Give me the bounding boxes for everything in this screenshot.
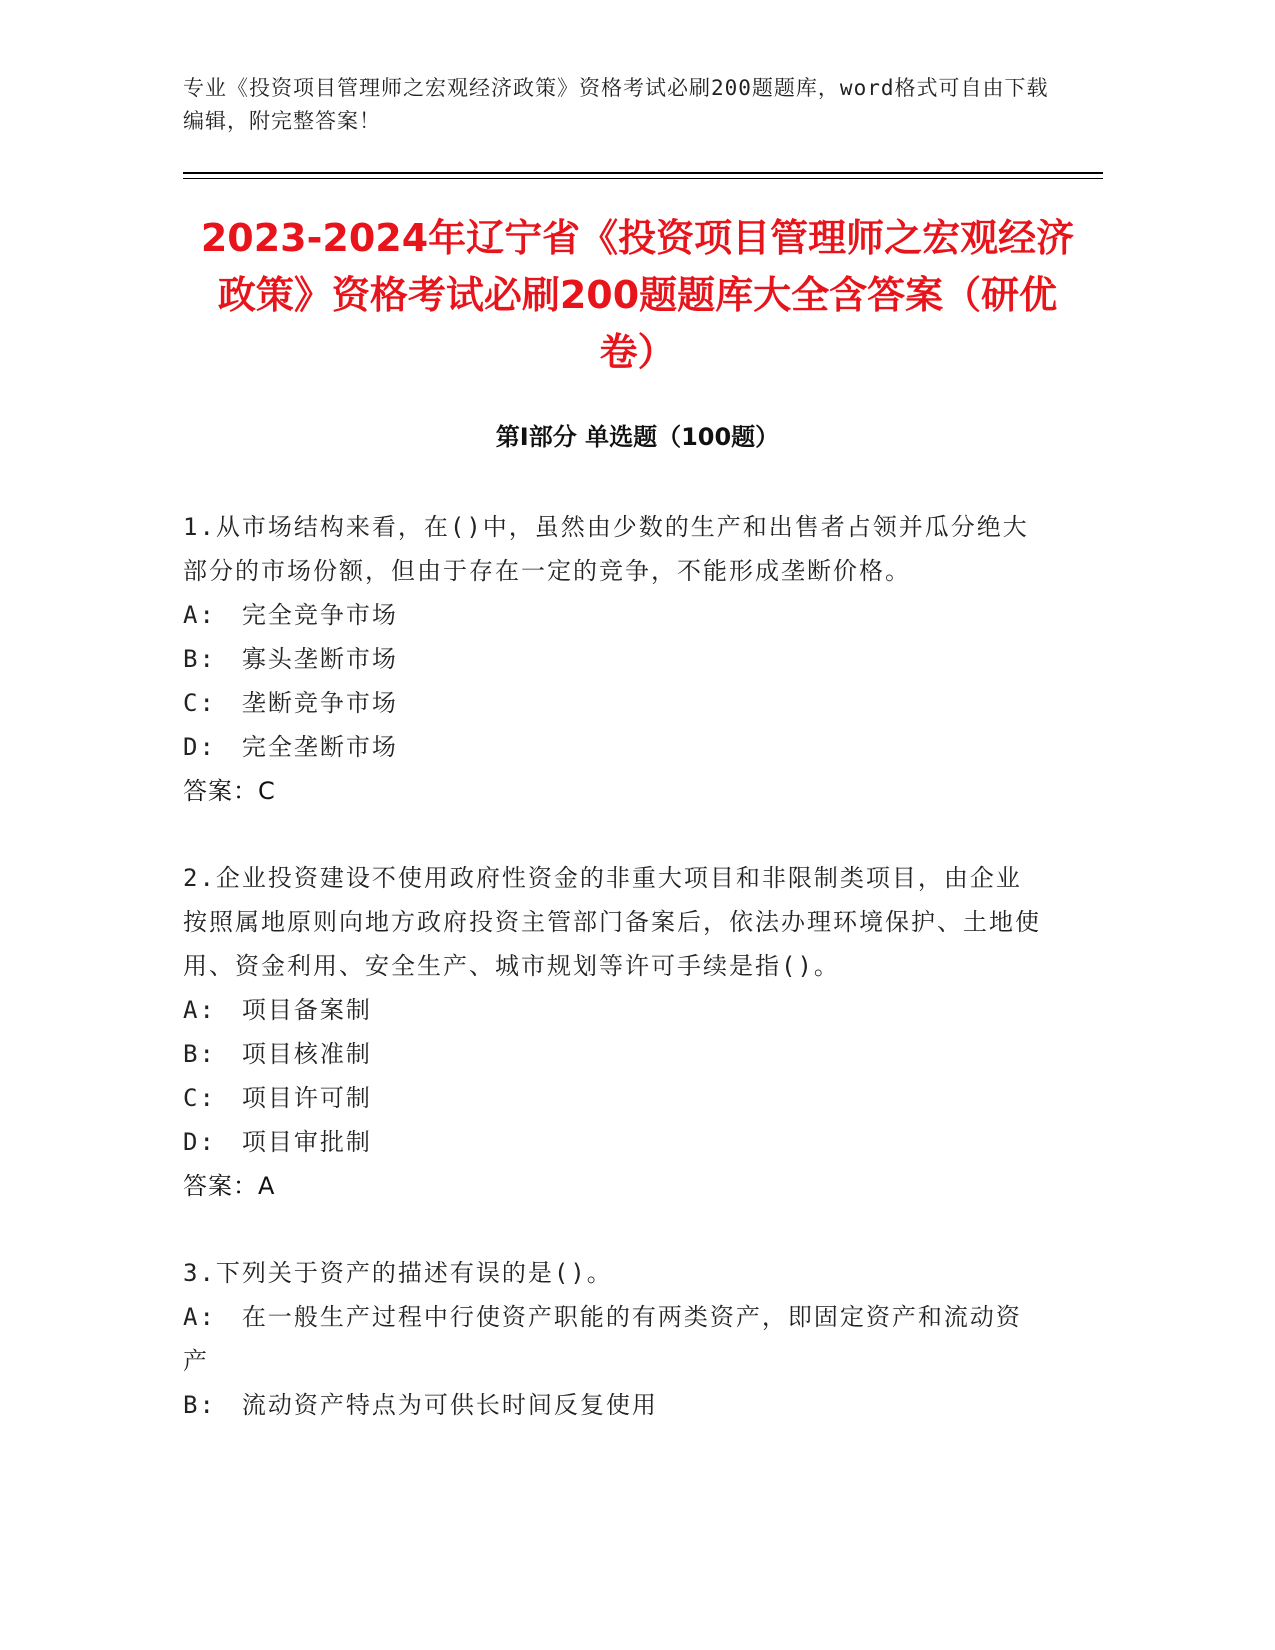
option-a: A: 完全竞争市场 [183, 601, 398, 629]
option-b: B: 项目核准制 [183, 1040, 372, 1068]
option-b: B: 寡头垄断市场 [183, 645, 398, 673]
option-b: B: 流动资产特点为可供长时间反复使用 [183, 1391, 658, 1419]
question-stem: 3.下列关于资产的描述有误的是()。 [183, 1259, 613, 1287]
answer-line: 答案：A [183, 1172, 276, 1200]
option-c: C: 项目许可制 [183, 1084, 372, 1112]
question-item [183, 1251, 1043, 1427]
document-title: 2023-2024年辽宁省《投资项目管理师之宏观经济政策》资格考试必刷200题题库大全含答案（研优卷） [200, 216, 1075, 374]
header-note: 专业《投资项目管理师之宏观经济政策》资格考试必刷200题题库，word格式可自由下载编辑，附完整答案！ [183, 76, 1049, 133]
question-item [183, 505, 1043, 813]
option-a: A: 项目备案制 [183, 996, 372, 1024]
header-divider-thin [183, 178, 1103, 179]
option-c: C: 垄断竞争市场 [183, 689, 398, 717]
question-list [183, 505, 1043, 1470]
section-heading: 第Ⅰ部分 单选题（100题） [495, 423, 780, 451]
option-d: D: 项目审批制 [183, 1128, 372, 1156]
option-a: A: 在一般生产过程中行使资产职能的有两类资产，即固定资产和流动资产 [183, 1303, 1022, 1375]
question-stem: 2.企业投资建设不使用政府性资金的非重大项目和非限制类项目，由企业按照属地原则向地方政府投资主管部门备案后，依法办理环境保护、土地使用、资金利用、安全生产、城市规划等许可手续是指()。 [183, 864, 1041, 980]
question-stem: 1.从市场结构来看，在()中，虽然由少数的生产和出售者占领并瓜分绝大部分的市场份额，但由于存在一定的竞争，不能形成垄断价格。 [183, 513, 1029, 585]
answer-line: 答案：C [183, 777, 276, 805]
question-item [183, 856, 1043, 1208]
header-divider-thick [183, 172, 1103, 174]
option-d: D: 完全垄断市场 [183, 733, 398, 761]
